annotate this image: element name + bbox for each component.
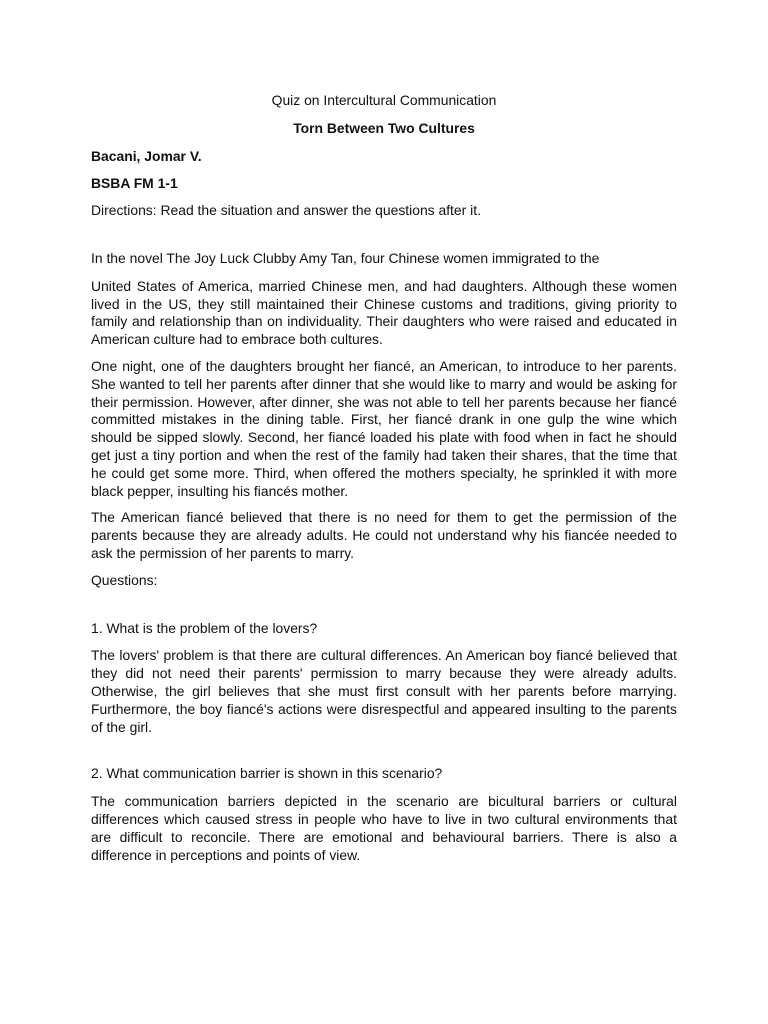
document-subtitle: Torn Between Two Cultures bbox=[293, 119, 475, 136]
answer-2: The communication barriers depicted in the scenario are bicultural barriers or cultural differences which caused stress in people who have to live in two cultural environments that are difficult to reconcile. There are emotional and behavioural barriers. There is also a difference in perceptions and points of view. bbox=[91, 793, 677, 863]
intro-line: In the novel The Joy Luck Clubby Amy Tan, four Chinese women immigrated to the bbox=[91, 249, 600, 266]
question-2: 2. What communication barrier is shown in this scenario? bbox=[91, 765, 443, 782]
document-body bbox=[91, 92, 677, 893]
questions-heading: Questions: bbox=[91, 571, 158, 588]
question-1: 1. What is the problem of the lovers? bbox=[91, 619, 318, 636]
answer-1: The lovers' problem is that there are cultural differences. An American boy fiancé believed that they did not need their parents' permission to marry because they were already adults. Otherwise, the girl believes that she must first consult with her parents before marrying. Furthermore, the boy fiancé's actions were disrespectful and appeared insulting to the parents of the girl. bbox=[91, 647, 677, 735]
student-name: Bacani, Jomar V. bbox=[91, 147, 202, 164]
situation-paragraph: United States of America, married Chinese men, and had daughters. Although these women lived in the US, they still maintained their Chinese customs and traditions, giving priority to family and relationship than on individuality. Their daughters who were raised and educated in American culture had to embrace both cultures. bbox=[91, 277, 677, 348]
situation-paragraph: The American fiancé believed that there is no need for them to get the permission of the parents because they are already adults. He could not understand why his fiancée needed to ask the permission of her parents to marry. bbox=[91, 509, 677, 561]
situation-paragraph: One night, one of the daughters brought her fiancé, an American, to introduce to her parents. She wanted to tell her parents after dinner that she would like to marry and would be asking for their permission. However, after dinner, she was not able to tell her parents because her fiancé committed mistakes in the dining table. First, her fiancé drank in one gulp the wine which should be sipped slowly. Second, her fiancé loaded his plate with food when in fact he should get just a tiny portion and when the rest of the family had taken their shares, that the time that he could get some more. Third, when offered the mothers specialty, he sprinkled it with more black pepper, insulting his fiancés mother. bbox=[91, 357, 677, 499]
directions-text: Directions: Read the situation and answer the questions after it. bbox=[91, 202, 481, 219]
student-section: BSBA FM 1-1 bbox=[91, 175, 178, 192]
document-title: Quiz on Intercultural Communication bbox=[271, 92, 497, 108]
